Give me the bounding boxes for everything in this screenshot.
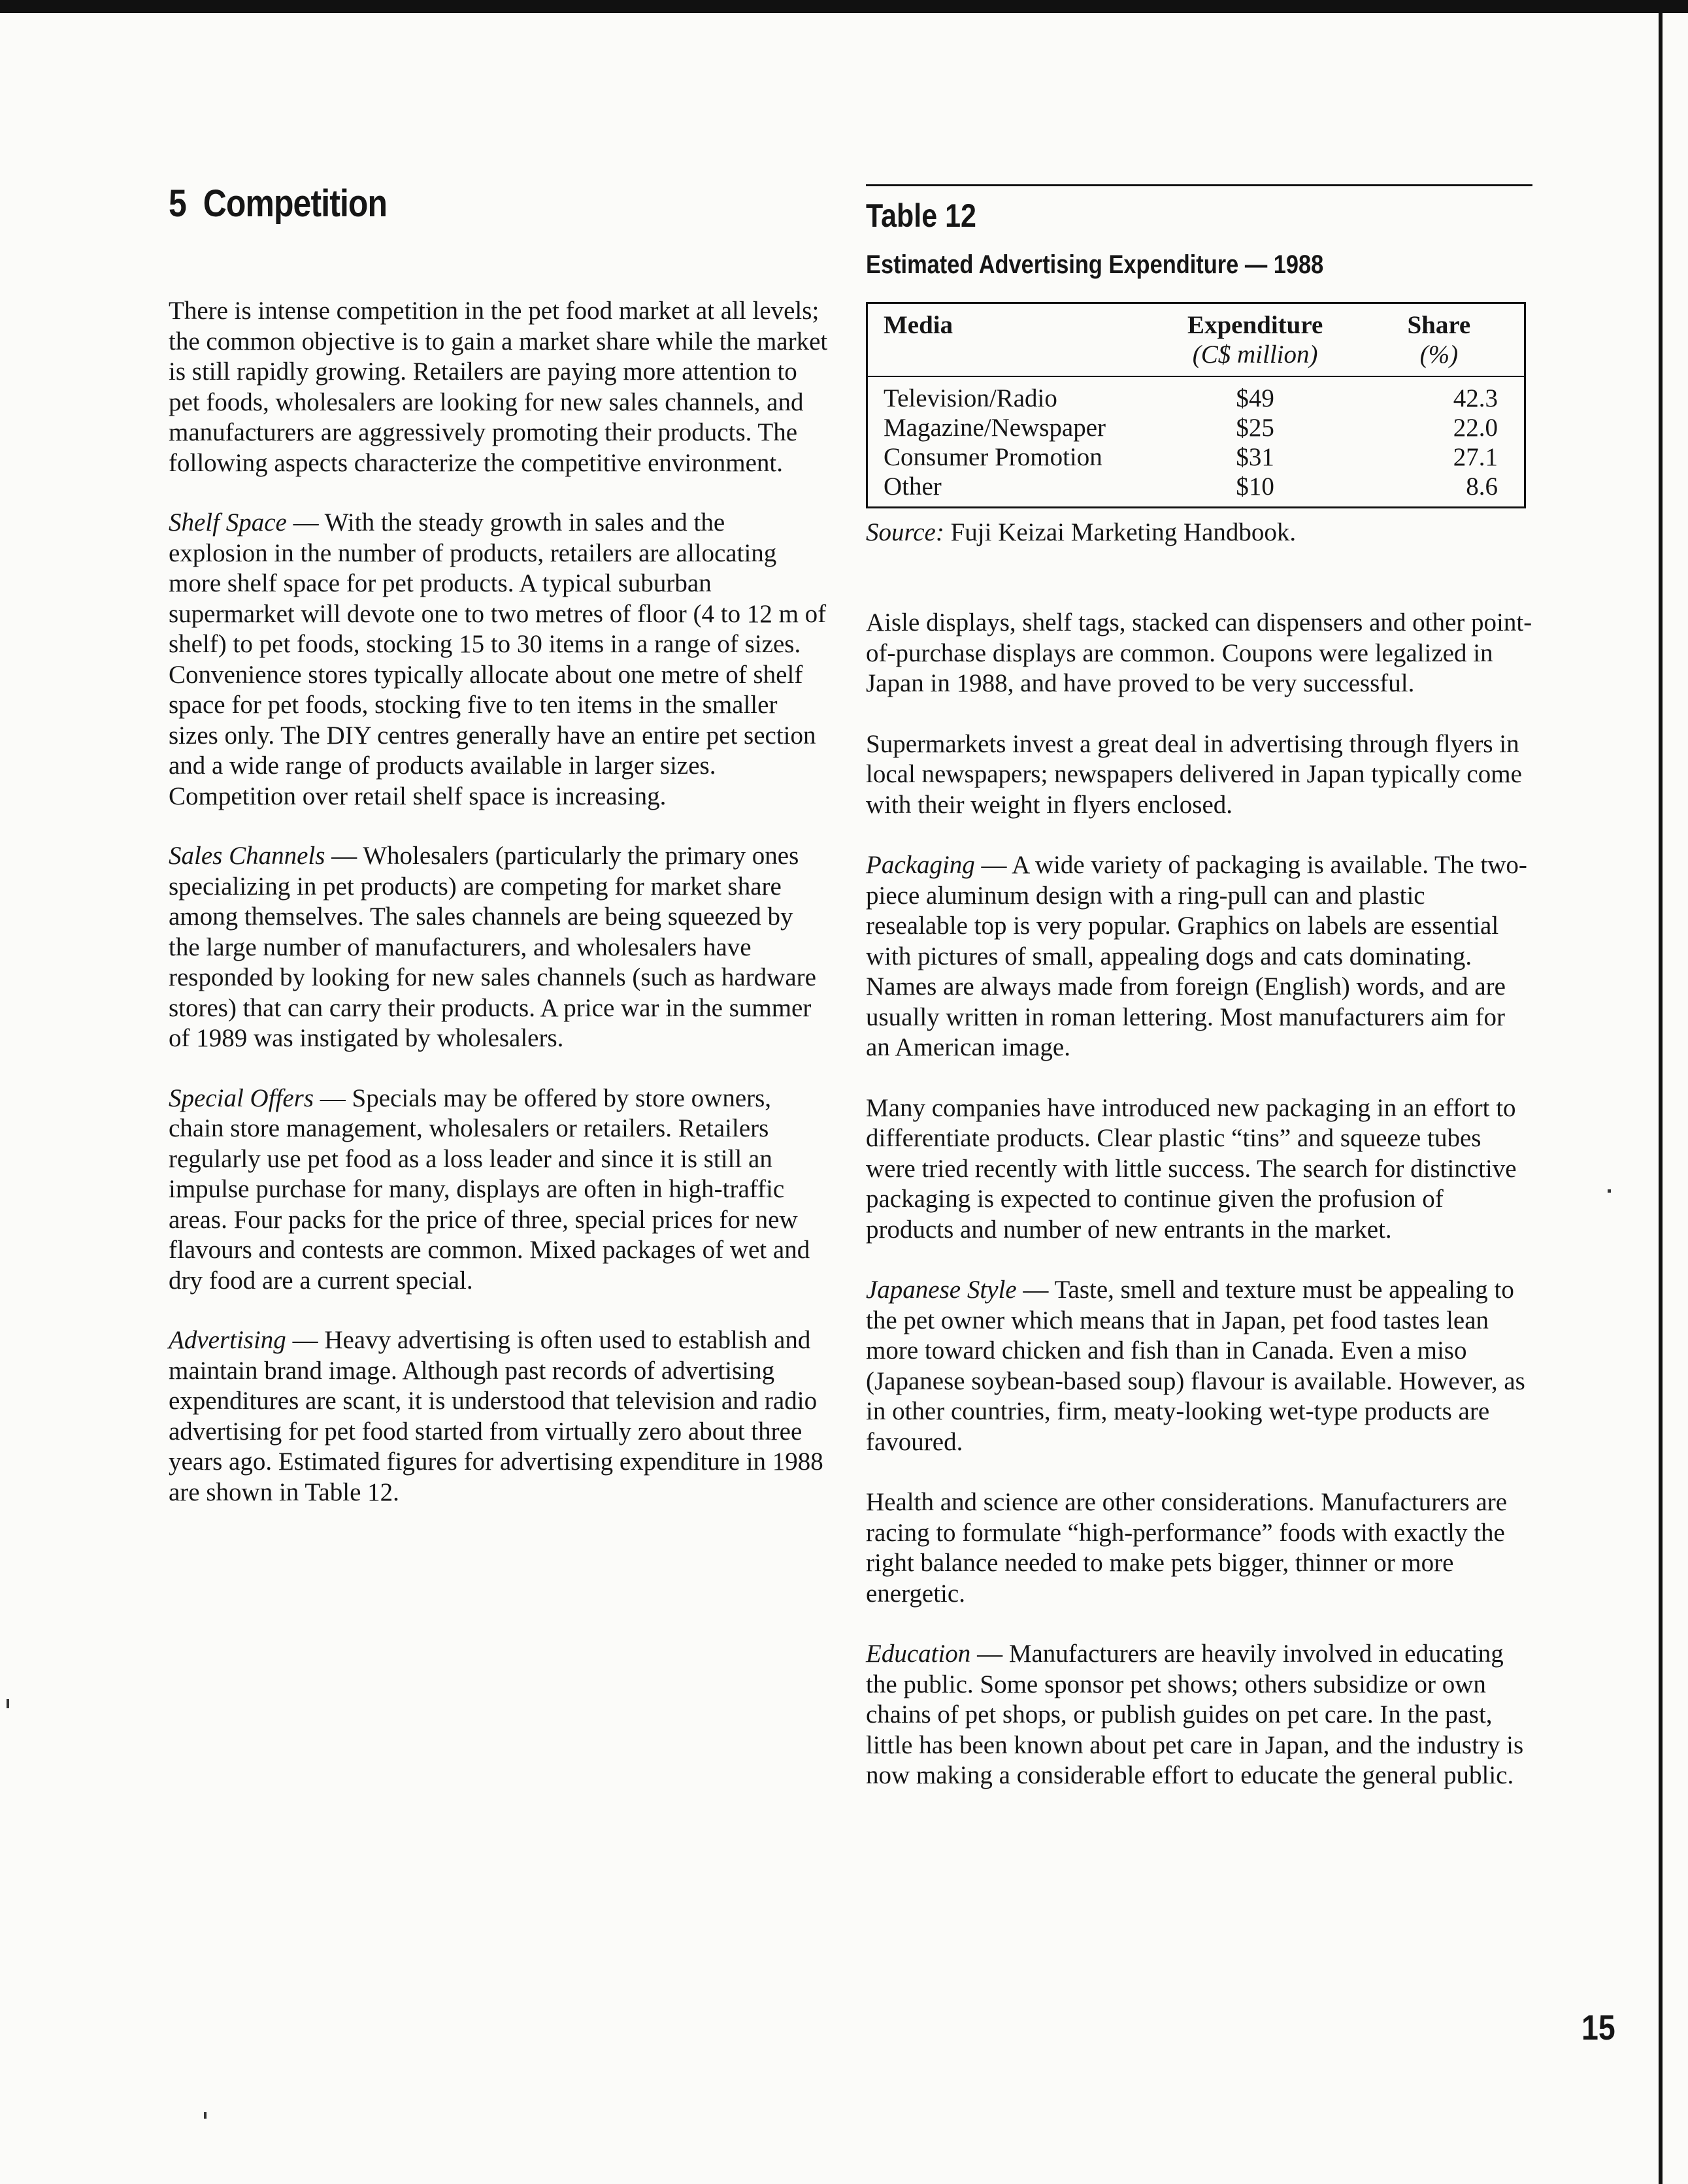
header-expenditure [1157,303,1354,377]
paragraph-text: — Heavy advertising is often used to establish and maintain brand image. Although past records of advertising expenditures are scant, it is understood that television and radio advertising for pet food started from virtually zero about three years ago. Estimated figures for advertising expenditure in 1988 are shown in Table 12. [169,1326,823,1506]
education-paragraph [866,1639,1532,1791]
expenditure-cell: $31 [1236,443,1274,471]
table-top-rule [866,184,1532,186]
share-cell: 42.3 [1453,384,1498,412]
media-cell: Television/Radio [884,384,1057,412]
table-source [866,518,1532,548]
flyers-paragraph: Supermarkets invest a great deal in advertising through flyers in local newspapers; newspapers delivered in Japan typically come with their weight in flyers enclosed. [866,729,1522,819]
header-expenditure-unit: (C$ million) [1192,340,1318,369]
header-share-label: Share [1407,311,1471,339]
section-heading [169,182,736,225]
source-text: Fuji Keizai Marketing Handbook. [944,518,1297,546]
displays-paragraph: Aisle displays, shelf tags, stacked can dispensers and other point-of-purchase displays are common. Coupons were legalized in Japan in 1988, and have proved to be very successful. [866,608,1532,697]
scan-speck [204,2112,207,2119]
page-number: 15 [1581,2008,1615,2047]
packaging-paragraph [866,850,1532,1063]
scan-top-border [0,0,1688,13]
section-number: 5 [169,182,186,225]
header-expenditure-label: Expenditure [1187,311,1323,339]
right-column [866,176,1532,1791]
table-header-row [867,303,1525,377]
paragraph-lead: Sales Channels [169,842,325,870]
expenditure-cell: $49 [1236,384,1274,412]
new-packaging-paragraph: Many companies have introduced new packaging in an effort to differentiate products. Clear plastic “tins” and squeeze tubes were tried recently with little success. The search for distinctive packaging is expected to continue given the profusion of products and number of new entrants in the market. [866,1093,1517,1244]
paragraph-text: — Wholesalers (particularly the primary ones specializing in pet products) are competing for market share among themselves. The sales channels are being squeezed by the large number of manufacturers, and wholesalers have responded by looking for new sales channels (such as hardware stores) that can carry their products. A price war in the summer of 1989 was instigated by wholesalers. [169,842,816,1052]
table-title: Estimated Advertising Expenditure — 1988 [866,250,1324,279]
paragraph-lead: Japanese Style [866,1276,1017,1304]
scan-speck [1608,1189,1611,1193]
table-label: Table 12 [866,197,976,234]
table-row [867,472,1525,508]
special-offers-paragraph [169,1084,829,1297]
source-label: Source: [866,518,944,546]
table-row [867,442,1525,472]
left-column [169,176,829,1508]
header-share [1354,303,1525,377]
paragraph-text: — Taste, smell and texture must be appealing to the pet owner which means that in Japan, pet food tastes lean more toward chicken and fish than in Canada. Even a miso (Japanese soybean-based soup) flavour is available. However, as in other countries, firm, meaty-looking wet-type products are favoured. [866,1276,1525,1456]
share-cell: 22.0 [1453,414,1498,442]
advertising-expenditure-table [866,302,1526,508]
share-cell: 8.6 [1466,472,1498,501]
shelf-space-paragraph [169,508,829,812]
scan-right-border [1659,0,1663,2184]
paragraph-lead: Advertising [169,1326,286,1354]
scan-speck [7,1699,9,1708]
media-cell: Other [884,472,942,501]
paragraph-lead: Shelf Space [169,508,287,537]
media-cell: Magazine/Newspaper [884,414,1106,442]
paragraph-text: — With the steady growth in sales and the explosion in the number of products, retailers are allocating more shelf space for pet products. A typical suburban supermarket will devote one to two metres of floor (4 to 12 m of shelf) to pet foods, stocking 15 to 30 items in a range of sizes. Convenience stores typically allocate about one metre of shelf space for pet foods, stocking five to ten items in the smaller sizes only. The DIY centres generally have an entire pet section and a wide range of products available in larger sizes. Competition over retail shelf space is increasing. [169,508,827,810]
section-title: Competition [203,182,388,225]
paragraph-text: — Manufacturers are heavily involved in educating the public. Some sponsor pet shows; others subsidize or own chains of pet shops, or publish guides on pet care. In the past, little has been known about pet care in Japan, and the industry is now making a considerable effort to educate the general public. [866,1640,1524,1789]
header-share-unit: (%) [1419,340,1459,369]
expenditure-cell: $10 [1236,472,1274,501]
header-media-label: Media [884,311,953,339]
table-row [867,376,1525,413]
media-cell: Consumer Promotion [884,443,1102,471]
paragraph-text: — A wide variety of packaging is available. The two-piece aluminum design with a ring-pull can and plastic resealable top is very popular. Graphics on labels are essential with pictures of small, appealing dogs and cats dominating. Names are always made from foreign (English) words, and are usually written in roman lettering. Most manufacturers aim for an American image. [866,851,1527,1061]
advertising-paragraph [169,1325,829,1508]
paragraph-text: — Specials may be offered by store owners, chain store management, wholesalers or retailers. Retailers regularly use pet food as a loss leader and since it is still an impulse purchase for many, displays are often in high-traffic areas. Four packs for the price of three, special prices for new flavours and contests are common. Mixed packages of wet and dry food are a current special. [169,1084,810,1295]
table-row [867,413,1525,442]
header-media [867,303,1157,377]
expenditure-cell: $25 [1236,414,1274,442]
paragraph-lead: Education [866,1640,971,1668]
paragraph-lead: Special Offers [169,1084,314,1112]
intro-paragraph: There is intense competition in the pet food market at all levels; the common objective is to gain a market share while the market is still rapidly growing. Retailers are paying more attention to pet foods, wholesalers are looking for new sales channels, and manufacturers are aggressively promoting their products. The following aspects characterize the competitive environment. [169,297,828,477]
health-paragraph: Health and science are other considerations. Manufacturers are racing to formulate “high-performance” foods with exactly the right balance needed to make pets bigger, thinner or more energetic. [866,1488,1508,1608]
japanese-style-paragraph [866,1275,1532,1457]
paragraph-lead: Packaging [866,851,975,879]
sales-channels-paragraph [169,841,829,1054]
share-cell: 27.1 [1453,443,1498,471]
